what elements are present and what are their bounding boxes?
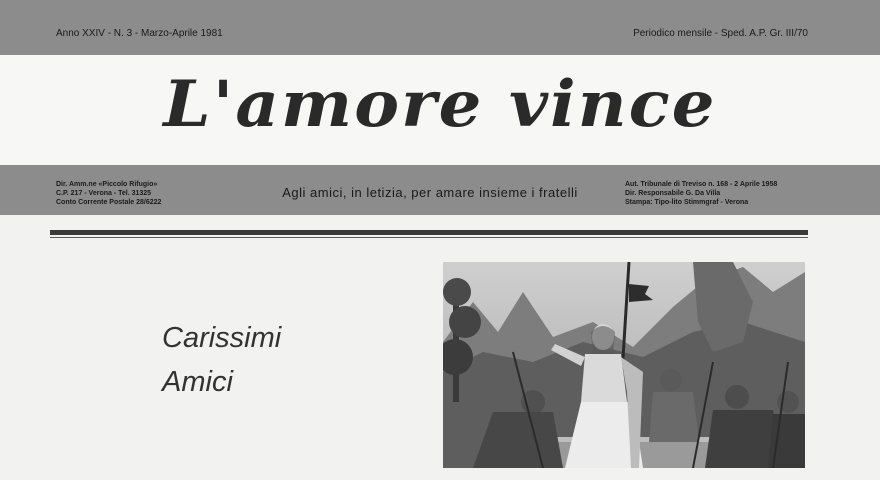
legal-block — [625, 180, 777, 207]
motto: Agli amici, in letizia, per amare insieme i fratelli — [282, 185, 578, 200]
periodical-info: Periodico mensile - Sped. A.P. Gr. III/70 — [633, 28, 808, 39]
divider-rule — [50, 230, 808, 235]
masthead-title: L'amore vince — [163, 67, 717, 142]
resurrection-painting-image — [443, 262, 805, 468]
issue-info: Anno XXIV - N. 3 - Marzo-Aprile 1981 — [56, 28, 223, 39]
article-headline-line2: Amici — [162, 366, 233, 398]
admin-block — [56, 180, 161, 207]
legal-line: Aut. Tribunale di Treviso n. 168 - 2 Aprile 1958 — [625, 181, 778, 188]
article-headline-line1: Carissimi — [162, 322, 282, 354]
admin-line: Conto Corrente Postale 28/6222 — [56, 199, 162, 206]
admin-line: Dir. Amm.ne «Piccolo Rifugio» — [56, 181, 158, 188]
masthead — [0, 55, 880, 165]
legal-line: Stampa: Tipo-lito Stimmgraf - Verona — [625, 199, 749, 206]
legal-line: Dir. Responsabile G. Da Villa — [625, 190, 721, 197]
admin-line: C.P. 217 - Verona - Tel. 31325 — [56, 190, 152, 197]
divider-rule-thin — [50, 237, 808, 238]
